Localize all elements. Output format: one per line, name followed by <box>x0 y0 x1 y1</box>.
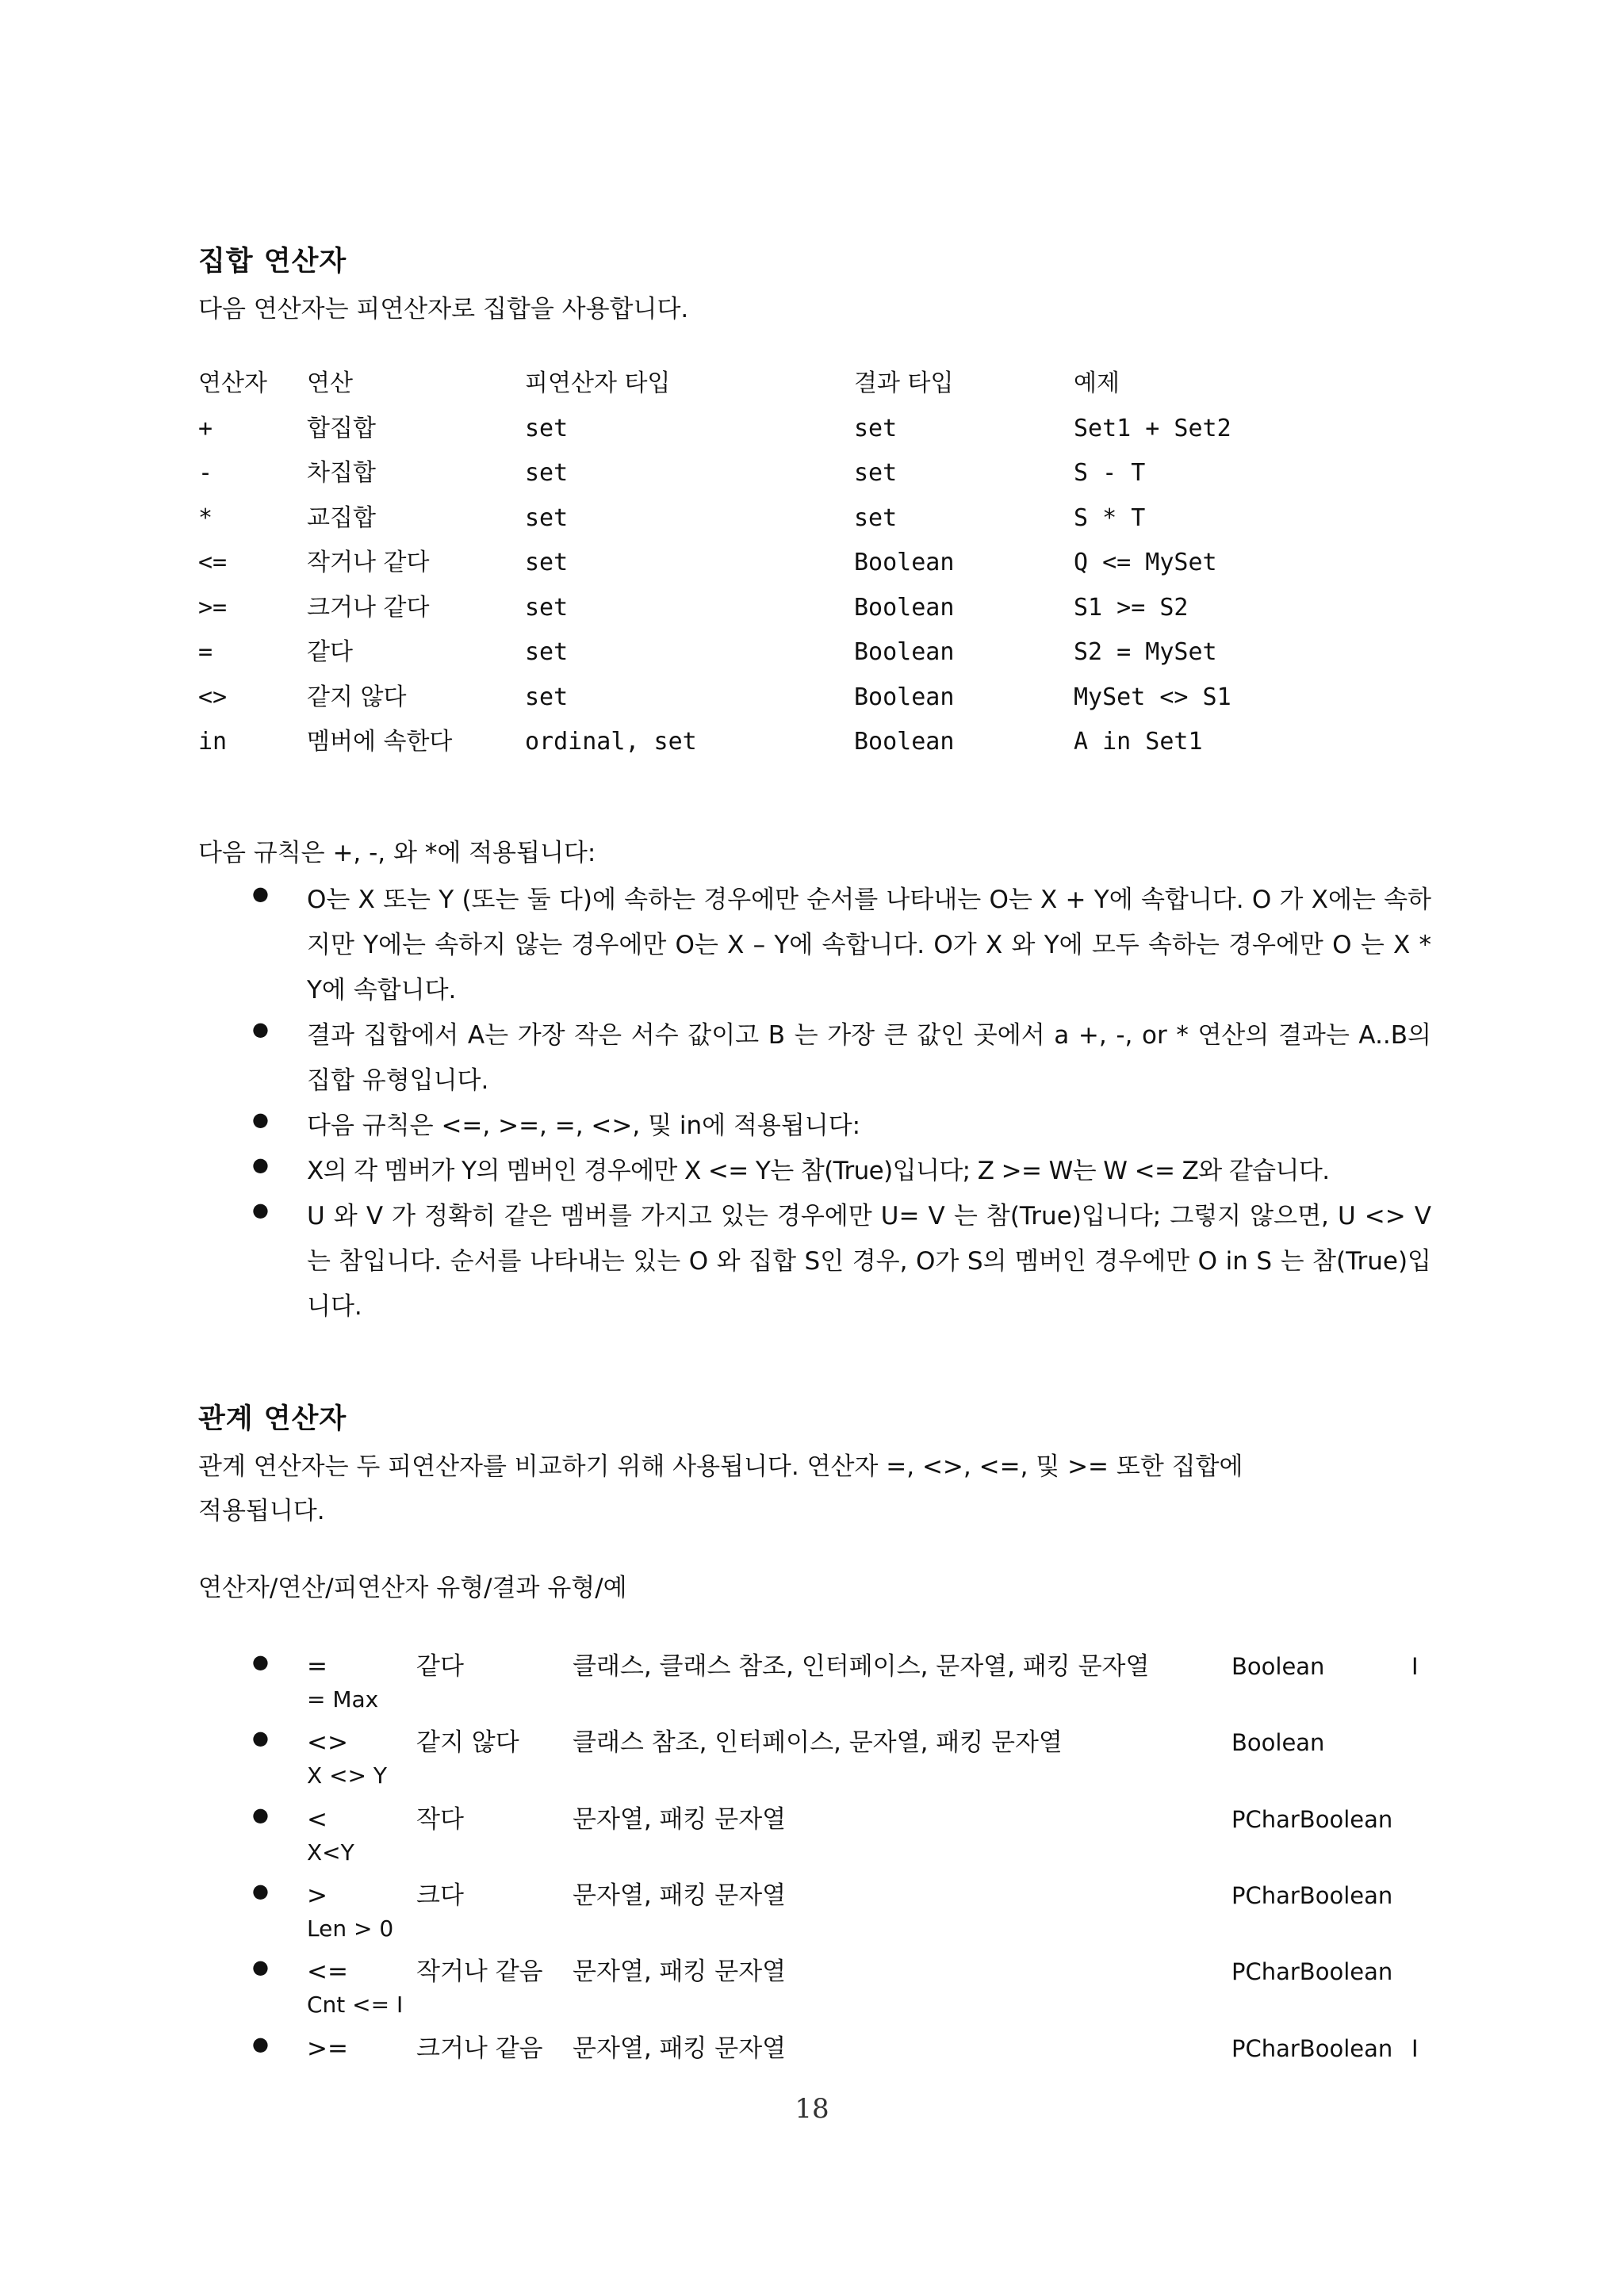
operand-types: 문자열, 패킹 문자열 <box>573 2034 787 2063</box>
table-cell: 합집합 <box>307 414 376 442</box>
table-header-cell: 연산 <box>307 369 353 397</box>
bullet-icon: ● <box>252 1727 269 1749</box>
rule-text: U 와 V 가 정확히 같은 멤버를 가지고 있는 경우에만 U= V 는 참(True)입니다; 그렇지 않으면, U <> V 는 참입니다. 순서를 나타내는 있는 O 와 집합 S인 경우, O가 S의 멤버인 경우에만 O in S 는 참(True)입니다. <box>307 1202 1431 1321</box>
bullet-icon: ● <box>252 882 269 905</box>
bullet-icon: ● <box>252 1804 269 1826</box>
example-fragment: I <box>1411 1653 1419 1680</box>
table-header-cell: 연산자 <box>198 369 267 397</box>
example: Len > 0 <box>307 1915 394 1942</box>
table-header-cell: 피연산자 타입 <box>525 369 671 397</box>
table-cell: S * T <box>1074 503 1146 532</box>
table-cell: set <box>854 503 898 532</box>
bullet-icon: ● <box>252 1651 269 1673</box>
table-cell: 교집합 <box>307 503 376 532</box>
example: X <> Y <box>307 1762 388 1789</box>
operand-types: 문자열, 패킹 문자열 <box>573 1957 787 1986</box>
example: = Max <box>307 1686 379 1712</box>
table-cell: <= <box>198 549 228 576</box>
table-cell: set <box>525 549 569 576</box>
operand-types: 클래스, 클래스 참조, 인터페이스, 문자열, 패킹 문자열 <box>573 1652 1150 1681</box>
operation-name: 같다 <box>416 1652 464 1681</box>
relational-operator-row <box>0 1877 1624 1953</box>
rule-text: X의 각 멤버가 Y의 멤버인 경우에만 X <= Y는 참(True)입니다; Z >= W는 W <= Z와 같습니다. <box>307 1157 1330 1185</box>
table-cell: - <box>198 459 213 487</box>
table-cell: 크거나 같다 <box>307 593 430 622</box>
table-cell: MySet <> S1 <box>1074 683 1231 711</box>
table-cell: S2 = MySet <box>1074 638 1217 666</box>
rule-text: 결과 집합에서 A는 가장 작은 서수 값이고 B 는 가장 큰 값인 곳에서 a +, -, or * 연산의 결과는 A..B의 집합 유형입니다. <box>307 1021 1431 1095</box>
bullet-icon: ● <box>252 1880 269 1902</box>
table-cell: in <box>198 728 228 756</box>
table-cell: 같다 <box>307 638 353 666</box>
table-cell: set <box>525 593 569 622</box>
operation-name: 작다 <box>416 1805 464 1834</box>
operation-name: 작거나 같음 <box>416 1957 543 1986</box>
rule-text: O는 X 또는 Y (또는 둘 다)에 속하는 경우에만 순서를 나타내는 O는 X + Y에 속합니다. O 가 X에는 속하지만 Y에는 속하지 않는 경우에만 O는 X – Y에 속합니다. O가 X 와 Y에 모두 속하는 경우에만 O 는 X * Y에 속합니다. <box>307 886 1431 1004</box>
operator: > <box>307 1881 327 1910</box>
operator: <= <box>307 1957 348 1986</box>
operator: >= <box>307 2034 348 2063</box>
bullet-icon: ● <box>252 1199 269 1221</box>
bullet-icon: ● <box>252 2033 269 2055</box>
table-cell: Boolean <box>854 638 955 666</box>
relational-operator-row <box>0 1724 1624 1800</box>
table-cell: set <box>525 683 569 711</box>
table-cell: = <box>198 638 213 666</box>
table-cell: * <box>198 503 213 532</box>
table-cell: set <box>525 459 569 487</box>
table-cell: 차집합 <box>307 459 376 487</box>
table-cell: + <box>198 414 213 442</box>
bullet-icon: ● <box>252 1018 269 1040</box>
table-header-cell: 예제 <box>1074 369 1120 397</box>
table-cell: A in Set1 <box>1074 728 1203 756</box>
table-cell: Q <= MySet <box>1074 549 1217 576</box>
page-number: 18 <box>795 2093 829 2125</box>
operator: < <box>307 1805 327 1834</box>
table-cell: 작거나 같다 <box>307 549 430 576</box>
example: Cnt <= I <box>307 1992 404 2018</box>
operand-types: 문자열, 패킹 문자열 <box>573 1881 787 1910</box>
example-fragment: I <box>1411 2035 1419 2062</box>
operator: = <box>307 1652 327 1681</box>
table-cell: ordinal, set <box>525 728 697 756</box>
relational-operator-row <box>0 1647 1624 1724</box>
set-operators-heading: 집합 연산자 <box>198 246 347 277</box>
table-cell: set <box>525 638 569 666</box>
result-type: PCharBoolean <box>1231 1958 1393 1985</box>
table-cell: >= <box>198 593 228 622</box>
table-cell: Set1 + Set2 <box>1074 414 1231 442</box>
bullet-icon: ● <box>252 1154 269 1176</box>
relational-intro-line2: 적용됩니다. <box>198 1497 325 1525</box>
table-cell: set <box>525 503 569 532</box>
table-cell: set <box>854 414 898 442</box>
result-type: Boolean <box>1231 1653 1325 1680</box>
relational-operator-row <box>0 1953 1624 2029</box>
table-header-cell: 결과 타입 <box>854 369 954 397</box>
operand-types: 문자열, 패킹 문자열 <box>573 1805 787 1834</box>
operator: <> <box>307 1728 348 1757</box>
example: X<Y <box>307 1839 354 1866</box>
operation-name: 크거나 같음 <box>416 2034 543 2063</box>
table-cell: set <box>525 414 569 442</box>
table-cell: set <box>854 459 898 487</box>
result-type: Boolean <box>1231 1729 1325 1756</box>
table-cell: Boolean <box>854 683 955 711</box>
operation-name: 크다 <box>416 1881 464 1910</box>
table-cell: Boolean <box>854 728 955 756</box>
relational-intro-line1: 관계 연산자는 두 피연산자를 비교하기 위해 사용됩니다. 연산자 =, <>, <=, 및 >= 또한 집합에 <box>198 1452 1243 1481</box>
bullet-icon: ● <box>252 1108 269 1131</box>
set-operators-intro: 다음 연산자는 피연산자로 집합을 사용합니다. <box>198 295 689 323</box>
relational-operator-row <box>0 1800 1624 1877</box>
result-type: PCharBoolean <box>1231 2035 1393 2062</box>
table-cell: S1 >= S2 <box>1074 593 1189 622</box>
relational-operators-heading: 관계 연산자 <box>198 1403 347 1435</box>
table-cell: Boolean <box>854 593 955 622</box>
result-type: PCharBoolean <box>1231 1882 1393 1909</box>
result-type: PCharBoolean <box>1231 1806 1393 1833</box>
bullet-icon: ● <box>252 1956 269 1978</box>
table-cell: 같지 않다 <box>307 683 407 711</box>
operand-types: 클래스 참조, 인터페이스, 문자열, 패킹 문자열 <box>573 1728 1063 1757</box>
rule-text: 다음 규칙은 <=, >=, =, <>, 및 in에 적용됩니다: <box>307 1112 861 1140</box>
relational-legend: 연산자/연산/피연산자 유형/결과 유형/예 <box>198 1574 627 1602</box>
table-cell: S - T <box>1074 459 1146 487</box>
table-cell: <> <box>198 683 228 711</box>
set-rules-intro: 다음 규칙은 +, -, 와 *에 적용됩니다: <box>198 839 596 867</box>
operation-name: 같지 않다 <box>416 1728 519 1757</box>
table-cell: 멤버에 속한다 <box>307 728 453 756</box>
table-cell: Boolean <box>854 549 955 576</box>
